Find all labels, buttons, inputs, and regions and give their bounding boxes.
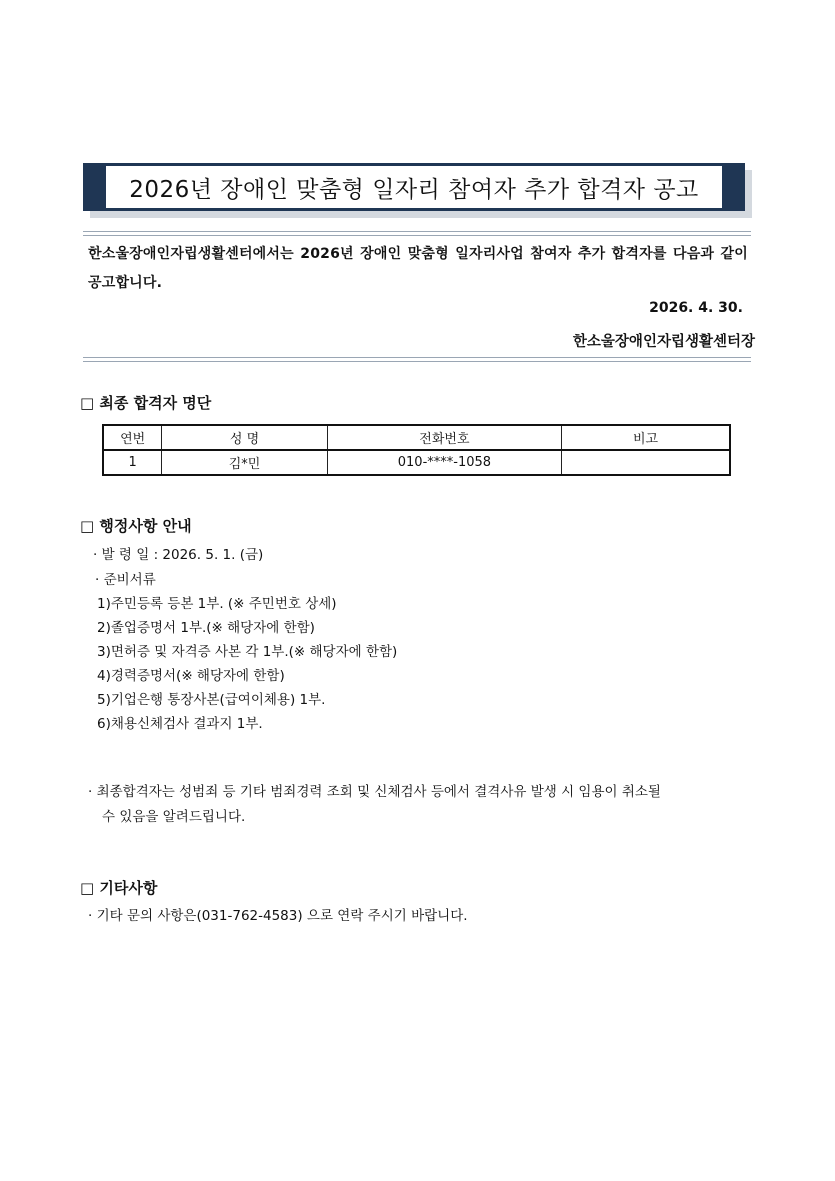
doc-item: 6)채용신체검사 결과지 1부. [97,716,263,732]
top-divider [83,231,751,236]
column-header: 연번 [103,425,162,450]
table-cell: 김*민 [162,450,327,475]
appointment-date: · 발 령 일 : 2026. 5. 1. (금) [93,547,264,563]
doc-item: 5)기업은행 통장사본(급여이체용) 1부. [97,692,326,708]
section-final-list-heading: □ 최종 합격자 명단 [80,394,212,412]
signer: 한소울장애인자립생활센터장 [572,334,755,350]
table-cell: 010-****-1058 [327,450,561,475]
title-banner [83,163,745,211]
final-list-table [102,424,731,476]
section-admin-heading: □ 행정사항 안내 [80,517,192,535]
intro-text: 한소울장애인자립생활센터에서는 2026년 장애인 맞춤형 일자리사업 참여자 추가 합격자를 다음과 같이 공고합니다. [88,246,748,291]
contact-info: · 기타 문의 사항은(031-762-4583) 으로 연락 주시기 바랍니다. [88,908,468,924]
notice-line-1: · 최종합격자는 성범죄 등 기타 범죄경력 조회 및 신체검사 등에서 결격사유 발생 시 임용이 취소될 [88,784,661,800]
doc-item: 2)졸업증명서 1부.(※ 해당자에 한함) [97,620,315,636]
bottom-divider [83,357,751,362]
doc-item: 4)경력증명서(※ 해당자에 한함) [97,668,285,684]
column-header: 전화번호 [327,425,561,450]
column-header: 성 명 [162,425,327,450]
document-title: 2026년 장애인 맞춤형 일자리 참여자 추가 합격자 공고 [105,165,723,209]
section-etc-heading: □ 기타사항 [80,879,158,897]
announcement-date: 2026. 4. 30. [649,300,743,316]
table-cell [562,450,730,475]
column-header: 비고 [562,425,730,450]
notice-line-2: 수 있음을 알려드립니다. [102,809,246,825]
table-row [103,450,730,475]
table-header-row [103,425,730,450]
doc-item: 3)면허증 및 자격증 사본 각 1부.(※ 해당자에 한함) [97,644,398,660]
doc-item: 1)주민등록 등본 1부. (※ 주민번호 상세) [97,596,337,612]
table-cell: 1 [103,450,162,475]
docs-heading: · 준비서류 [95,572,156,588]
